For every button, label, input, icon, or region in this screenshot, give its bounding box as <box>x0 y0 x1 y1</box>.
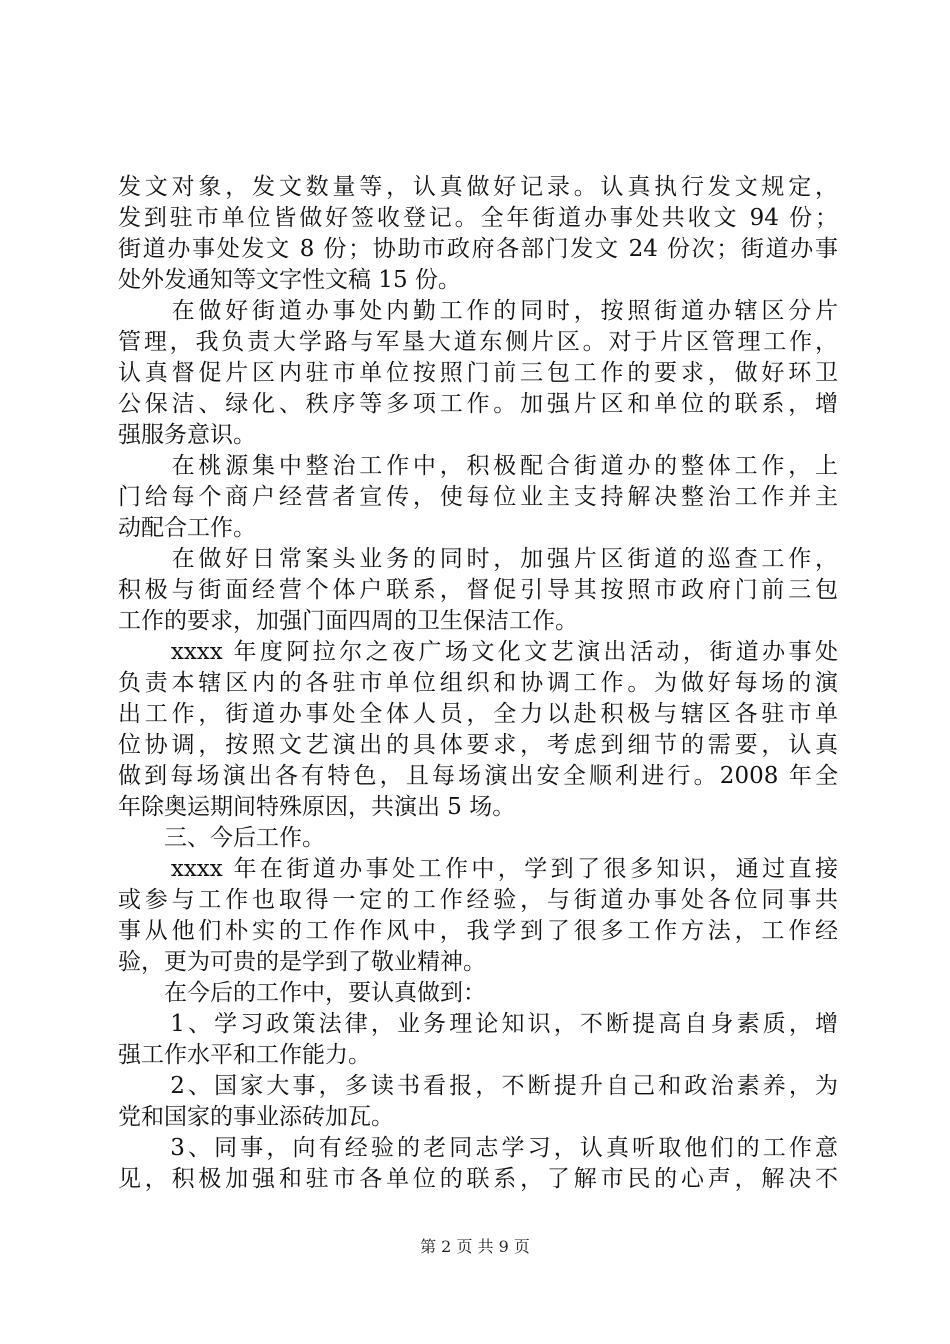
paragraph <box>118 544 838 637</box>
text-line: 动配合工作。 <box>118 515 256 541</box>
paragraph <box>118 1133 838 1195</box>
text-line: 积极与街面经营个体户联系，督促引导其按照市政府门前三包 <box>118 577 838 603</box>
text-line: 年除奥运期间特殊原因，共演出 5 场。 <box>118 794 516 820</box>
text-line: 或参与工作也取得一定的工作经验，与街道办事处各位同事共 <box>118 887 838 913</box>
text-line: 2、国家大事，多读书看报，不断提升自己和政治素养，为 <box>118 1073 838 1099</box>
paragraph <box>118 854 838 978</box>
document-body <box>118 172 838 1195</box>
text-line: 见，积极加强和驻市各单位的联系，了解市民的心声，解决不 <box>118 1166 838 1192</box>
text-line: 验，更为可贵的是学到了敬业精神。 <box>118 949 486 975</box>
text-line: 工作的要求，加强门面四周的卫生保洁工作。 <box>118 608 578 634</box>
text-line: 出工作，街道办事处全体人员，全力以赴积极与辖区各驻市单 <box>118 701 838 727</box>
text-line: 位协调，按照文艺演出的具体要求，考虑到细节的需要，认真 <box>118 732 838 758</box>
text-line: 做到每场演出各有特色，且每场演出安全顺利进行。2008 年全 <box>118 763 838 789</box>
text-line: 管理，我负责大学路与军垦大道东侧片区。对于片区管理工作， <box>118 329 838 355</box>
page-footer: 第 2 页 共 9 页 <box>420 1237 530 1256</box>
text-line: 认真督促片区内驻市单位按照门前三包工作的要求，做好环卫 <box>118 360 838 386</box>
text-line: 处外发通知等文字性文稿 15 份。 <box>118 267 461 293</box>
paragraph <box>118 823 838 854</box>
text-line: 三、今后工作。 <box>118 825 325 851</box>
paragraph <box>118 172 838 296</box>
text-line: 发到驻市单位皆做好签收登记。全年街道办事处共收文 94 份； <box>118 205 838 231</box>
text-line: xxxx 年在街道办事处工作中，学到了很多知识，通过直接 <box>118 856 838 882</box>
text-line: 街道办事处发文 8 份；协助市政府各部门发文 24 份次；街道办事 <box>118 236 838 262</box>
text-line: 3、同事，向有经验的老同志学习，认真听取他们的工作意 <box>118 1135 838 1161</box>
text-line: 事从他们朴实的工作作风中，我学到了很多工作方法，工作经 <box>118 918 838 944</box>
paragraph <box>118 637 838 823</box>
text-line: 公保洁、绿化、秩序等多项工作。加强片区和单位的联系，增 <box>118 391 838 417</box>
text-line: 负责本辖区内的各驻市单位组织和协调工作。为做好每场的演 <box>118 670 838 696</box>
text-line: 强工作水平和工作能力。 <box>118 1042 371 1068</box>
text-line: 在今后的工作中，要认真做到： <box>118 980 486 1006</box>
paragraph <box>118 296 838 451</box>
text-line: 党和国家的事业添砖加瓦。 <box>118 1104 394 1130</box>
text-line: 强服务意识。 <box>118 422 256 448</box>
text-line: 发文对象，发文数量等，认真做好记录。认真执行发文规定， <box>118 174 838 200</box>
text-line: 门给每个商户经营者宣传，使每位业主支持解决整治工作并主 <box>118 484 838 510</box>
text-line: 在做好街道办事处内勤工作的同时，按照街道办辖区分片 <box>118 298 838 324</box>
paragraph <box>118 1009 838 1071</box>
text-line: 1、学习政策法律，业务理论知识，不断提高自身素质，增 <box>118 1011 838 1037</box>
paragraph <box>118 978 838 1009</box>
paragraph <box>118 1071 838 1133</box>
text-line: xxxx 年度阿拉尔之夜广场文化文艺演出活动，街道办事处 <box>118 639 838 665</box>
paragraph <box>118 451 838 544</box>
text-line: 在桃源集中整治工作中，积极配合街道办的整体工作，上 <box>118 453 838 479</box>
text-line: 在做好日常案头业务的同时，加强片区街道的巡查工作， <box>118 546 838 572</box>
